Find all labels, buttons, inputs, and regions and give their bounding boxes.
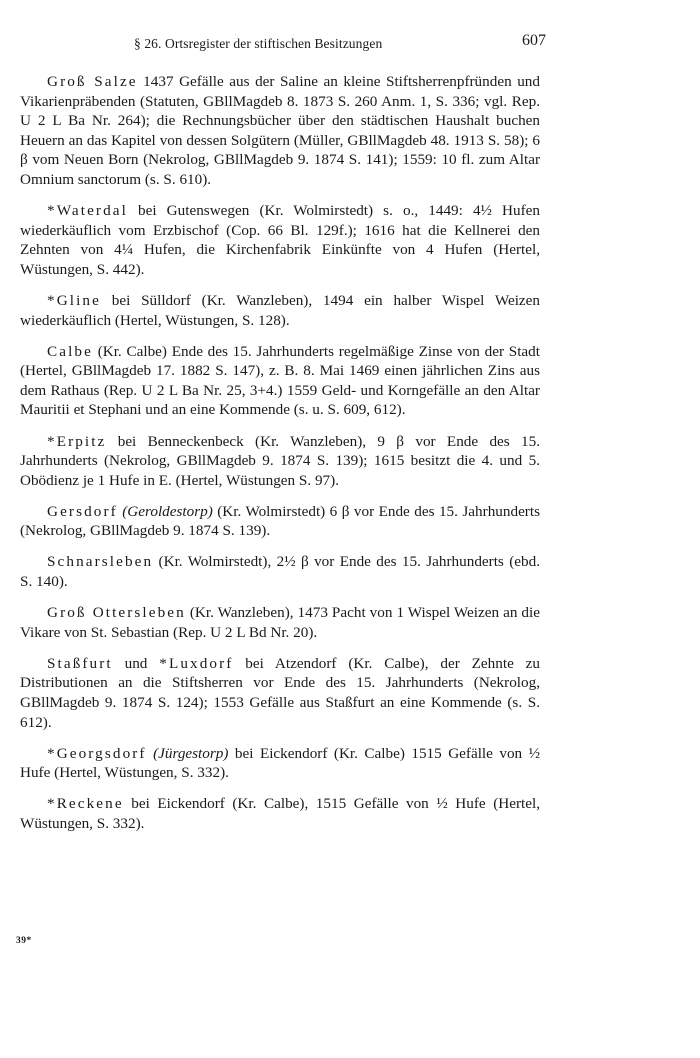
place-alias: (Geroldestorp) — [122, 502, 213, 520]
entry-calbe — [20, 342, 540, 420]
entry-gline — [20, 291, 540, 330]
place-register — [20, 72, 540, 834]
place-name: Groß Salze — [47, 73, 138, 90]
place-name: *Reckene — [47, 795, 124, 813]
place-name-secondary: *Luxdorf — [159, 654, 234, 672]
entry-gersdorf — [20, 502, 540, 541]
place-name: *Waterdal — [47, 202, 128, 220]
page-number: 607 — [522, 32, 546, 49]
entry-georgsdorf — [20, 744, 540, 783]
place-name: Groß Ottersleben — [47, 604, 186, 622]
entry-text: bei Sülldorf (Kr. Wanzleben), 1494 ein halber Wispel Weizen wiederkäuflich (Hertel, Wüstungen, S. 128). — [20, 291, 540, 329]
place-name: *Gline — [47, 291, 101, 309]
entry-gross-salze — [20, 72, 540, 190]
entry-text: bei Eickendorf (Kr. Calbe), 1515 Gefälle von ½ Hufe (Hertel, Wüstungen, S. 332). — [20, 795, 540, 832]
running-title: § 26. Ortsregister der stiftischen Besitzungen — [134, 36, 383, 51]
entry-gross-ottersleben — [20, 603, 540, 642]
page-content — [20, 30, 546, 845]
entry-text: (Kr. Wolmirstedt) 6 β vor Ende des 15. Jahrhunderts (Nekrolog, GBllMagdeb 9. 1874 S. 139). — [20, 502, 540, 540]
entry-text: bei Gutenswegen (Kr. Wolmirstedt) s. o., 1449: 4½ Hufen wiederkäuflich vom Erzbischof (Cop. 66 Bl. 129f.); 1616 hat die Kellnerei den Zehnten von 4¼ Hufen, die Kirchenfabrik Einkünfte von 4 Hufen (Hertel, Wüstungen, S. 442). — [20, 202, 540, 278]
entry-text: 1437 Gefälle aus der Saline an kleine Stiftsherrenpfründen und Vikarienpräbenden (Statuten, GBllMagdeb 8. 1873 S. 260 Anm. 1, S. 336; vgl. Rep. U 2 L Ba Nr. 264); die Rechnungsbücher über den städtischen Haushalt buchen Heuern an das Kapitel von dessen Solgütern (Müller, GBllMagdeb 48. 1913 S. 58); 6 β vom Neuen Born (Nekrolog, GBllMagdeb 9. 1874 S. 141); 1559: 10 fl. zum Altar Omnium sanctorum (s. S. 610). — [20, 73, 540, 188]
place-name: Staßfurt — [47, 654, 113, 672]
entry-schnarsleben — [20, 552, 540, 591]
place-name: *Erpitz — [47, 432, 107, 450]
entry-reckene — [20, 794, 540, 833]
running-header — [20, 30, 546, 58]
entry-waterdal — [20, 201, 540, 279]
entry-erpitz — [20, 432, 540, 491]
entry-text: (Kr. Wolmirstedt), 2½ β vor Ende des 15. Jahrhunderts (ebd. S. 140). — [20, 553, 540, 591]
place-name: Gersdorf — [47, 502, 118, 520]
place-name: Schnarsleben — [47, 553, 154, 571]
place-name: *Georgsdorf — [47, 744, 147, 762]
entry-stassfurt-luxdorf — [20, 654, 540, 732]
entry-text: (Kr. Calbe) Ende des 15. Jahrhunderts regelmäßige Zinse von der Stadt (Hertel, GBllMagdeb 17. 1882 S. 147), z. B. 8. Mai 1469 einen jährlichen Zins aus dem Rathaus (Rep. U 2 L Ba Nr. 25, 3+4.) 1559 Geld- und Korngefälle an den Altar Mauritii et Stephani und an eine Kommende (s. u. S. 609, 612). — [20, 342, 540, 419]
printer-signature: 39* — [16, 936, 32, 946]
entry-connector: und — [112, 654, 160, 672]
entry-text: (Kr. Wanzleben), 1473 Pacht von 1 Wispel Weizen an die Vikare von St. Sebastian (Rep. U 2 L Bd Nr. 20). — [20, 604, 540, 641]
place-alias: (Jürgestorp) — [153, 744, 229, 762]
entry-text: bei Atzendorf (Kr. Calbe), der Zehnte zu Distributionen an die Stiftsherren vor Ende des 15. Jahrhunderts (Nekrolog, GBllMagdeb 9. 1874 S. 124); 1553 Gefälle aus Staßfurt an eine Kommende (s. S. 612). — [20, 654, 541, 731]
place-name: Calbe — [47, 342, 93, 360]
entry-text: bei Eickendorf (Kr. Calbe) 1515 Gefälle von ½ Hufe (Hertel, Wüstungen, S. 332). — [20, 744, 541, 782]
entry-text: bei Benneckenbeck (Kr. Wanzleben), 9 β vor Ende des 15. Jahrhunderts (Nekrolog, GBllMagdeb 9. 1874 S. 139); 1615 besitzt die 4. und 5. Obödienz je 1 Hufe in E. (Hertel, Wüstungen S. 97). — [20, 432, 540, 489]
